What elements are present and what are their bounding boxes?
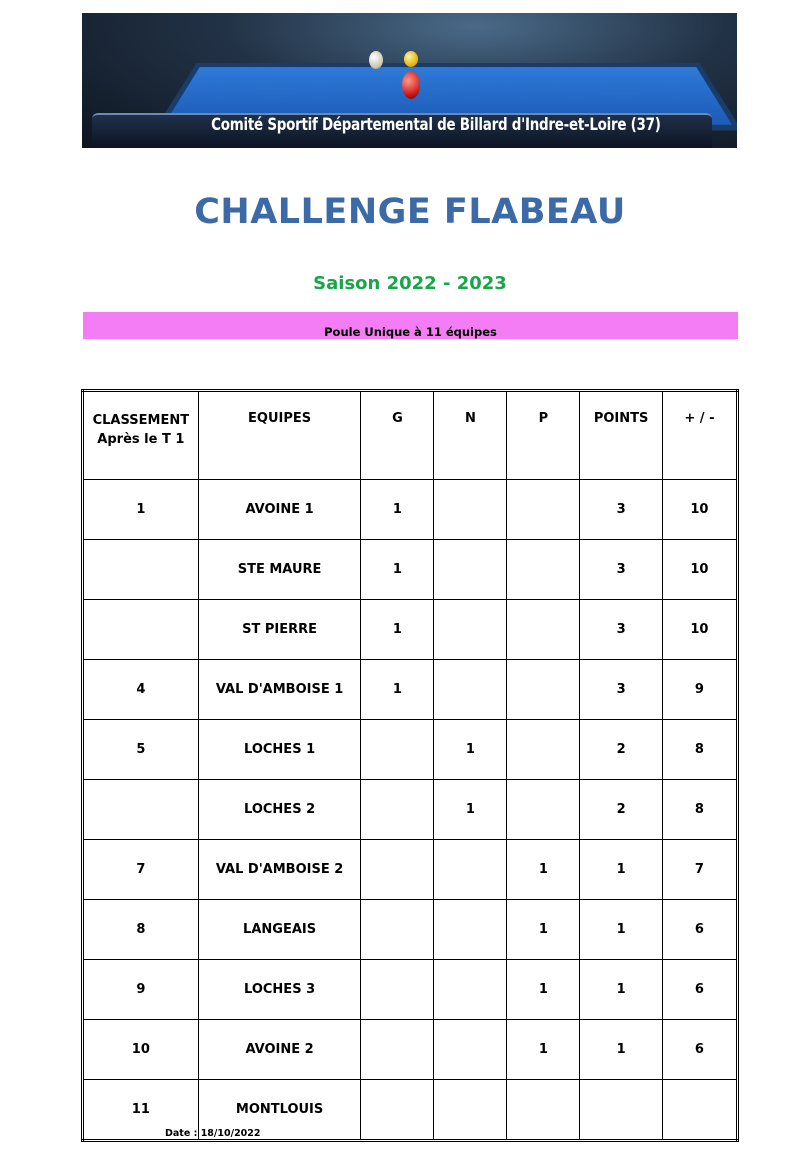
- losses-cell: [507, 540, 580, 600]
- losses-cell: [507, 780, 580, 840]
- table-row: [83, 900, 738, 960]
- draws-cell: 1: [434, 720, 507, 780]
- losses-cell: 1: [507, 960, 580, 1020]
- table-header-row: [83, 391, 738, 480]
- table-row: [83, 720, 738, 780]
- diff-cell: 10: [662, 600, 737, 660]
- header-team: EQUIPES: [198, 391, 361, 480]
- diff-cell: 6: [662, 960, 737, 1020]
- draws-cell: [434, 1080, 507, 1141]
- team-cell: AVOINE 2: [198, 1020, 361, 1080]
- losses-cell: [507, 480, 580, 540]
- losses-cell: 1: [507, 1020, 580, 1080]
- points-cell: 3: [580, 540, 663, 600]
- losses-cell: 1: [507, 900, 580, 960]
- rank-cell: 7: [83, 840, 199, 900]
- losses-cell: [507, 600, 580, 660]
- draws-cell: [434, 660, 507, 720]
- diff-cell: 9: [662, 660, 737, 720]
- header-rank-line2: Après le T 1: [97, 432, 185, 447]
- header-rank-line1: CLASSEMENT: [92, 413, 190, 428]
- table-row: [83, 600, 738, 660]
- team-cell: VAL D'AMBOISE 2: [198, 840, 361, 900]
- table-row: [83, 960, 738, 1020]
- draws-cell: [434, 1020, 507, 1080]
- team-cell: LOCHES 1: [198, 720, 361, 780]
- points-cell: 2: [580, 780, 663, 840]
- rank-cell: 5: [83, 720, 199, 780]
- points-cell: 3: [580, 600, 663, 660]
- team-cell: LOCHES 2: [198, 780, 361, 840]
- wins-cell: [361, 960, 434, 1020]
- team-cell: LOCHES 3: [198, 960, 361, 1020]
- header-g: G: [361, 391, 434, 480]
- page-title: CHALLENGE FLABEAU: [194, 192, 626, 232]
- draws-cell: [434, 540, 507, 600]
- header-banner: [82, 13, 737, 148]
- draws-cell: [434, 600, 507, 660]
- rank-cell: 4: [83, 660, 199, 720]
- points-cell: 1: [580, 840, 663, 900]
- table-row: [83, 840, 738, 900]
- diff-cell: 8: [662, 720, 737, 780]
- yellow-ball-icon: [404, 51, 418, 67]
- pool-label: Poule Unique à 11 équipes: [324, 325, 497, 339]
- draws-cell: [434, 960, 507, 1020]
- draws-cell: [434, 840, 507, 900]
- points-cell: 1: [580, 1020, 663, 1080]
- rank-cell: [83, 600, 199, 660]
- rank-cell: 9: [83, 960, 199, 1020]
- wins-cell: 1: [361, 660, 434, 720]
- draws-cell: 1: [434, 780, 507, 840]
- table-row: [83, 1020, 738, 1080]
- team-cell: STE MAURE: [198, 540, 361, 600]
- header-rank: [83, 391, 199, 480]
- team-cell: VAL D'AMBOISE 1: [198, 660, 361, 720]
- header-n: N: [434, 391, 507, 480]
- losses-cell: 1: [507, 840, 580, 900]
- draws-cell: [434, 480, 507, 540]
- table-row: [83, 780, 738, 840]
- red-ball-icon: [402, 71, 420, 99]
- team-cell: AVOINE 1: [198, 480, 361, 540]
- diff-cell: 7: [662, 840, 737, 900]
- season-subtitle: Saison 2022 - 2023: [313, 273, 507, 294]
- header-points: POINTS: [580, 391, 663, 480]
- wins-cell: [361, 840, 434, 900]
- team-cell: MONTLOUIS: [198, 1080, 361, 1141]
- diff-cell: 6: [662, 1020, 737, 1080]
- losses-cell: [507, 720, 580, 780]
- points-cell: 3: [580, 660, 663, 720]
- points-cell: 2: [580, 720, 663, 780]
- diff-cell: 10: [662, 480, 737, 540]
- diff-cell: 6: [662, 900, 737, 960]
- rank-cell: [83, 540, 199, 600]
- wins-cell: 1: [361, 480, 434, 540]
- diff-cell: 8: [662, 780, 737, 840]
- header-diff: + / -: [662, 391, 737, 480]
- rank-cell: 8: [83, 900, 199, 960]
- losses-cell: [507, 1080, 580, 1141]
- rank-cell: 1: [83, 480, 199, 540]
- table-row: [83, 480, 738, 540]
- losses-cell: [507, 660, 580, 720]
- report-date: Date : 18/10/2022: [165, 1128, 261, 1139]
- diff-cell: 10: [662, 540, 737, 600]
- table-row: [83, 660, 738, 720]
- rank-cell: 10: [83, 1020, 199, 1080]
- team-cell: LANGEAIS: [198, 900, 361, 960]
- table-row: [83, 540, 738, 600]
- wins-cell: 1: [361, 600, 434, 660]
- rank-cell: [83, 780, 199, 840]
- banner-caption: Comité Sportif Départemental de Billard d'Indre-et-Loire (37): [211, 115, 661, 135]
- wins-cell: [361, 1080, 434, 1141]
- standings-table: [81, 389, 739, 1142]
- points-cell: 1: [580, 960, 663, 1020]
- wins-cell: [361, 780, 434, 840]
- points-cell: 1: [580, 900, 663, 960]
- draws-cell: [434, 900, 507, 960]
- wins-cell: [361, 1020, 434, 1080]
- diff-cell: [662, 1080, 737, 1141]
- points-cell: 3: [580, 480, 663, 540]
- points-cell: [580, 1080, 663, 1141]
- wins-cell: [361, 720, 434, 780]
- wins-cell: 1: [361, 540, 434, 600]
- rank-cell: 11: [83, 1080, 199, 1141]
- header-p: P: [507, 391, 580, 480]
- team-cell: ST PIERRE: [198, 600, 361, 660]
- pool-banner: [83, 312, 738, 339]
- white-ball-icon: [369, 51, 383, 69]
- standings-body: [83, 480, 738, 1141]
- wins-cell: [361, 900, 434, 960]
